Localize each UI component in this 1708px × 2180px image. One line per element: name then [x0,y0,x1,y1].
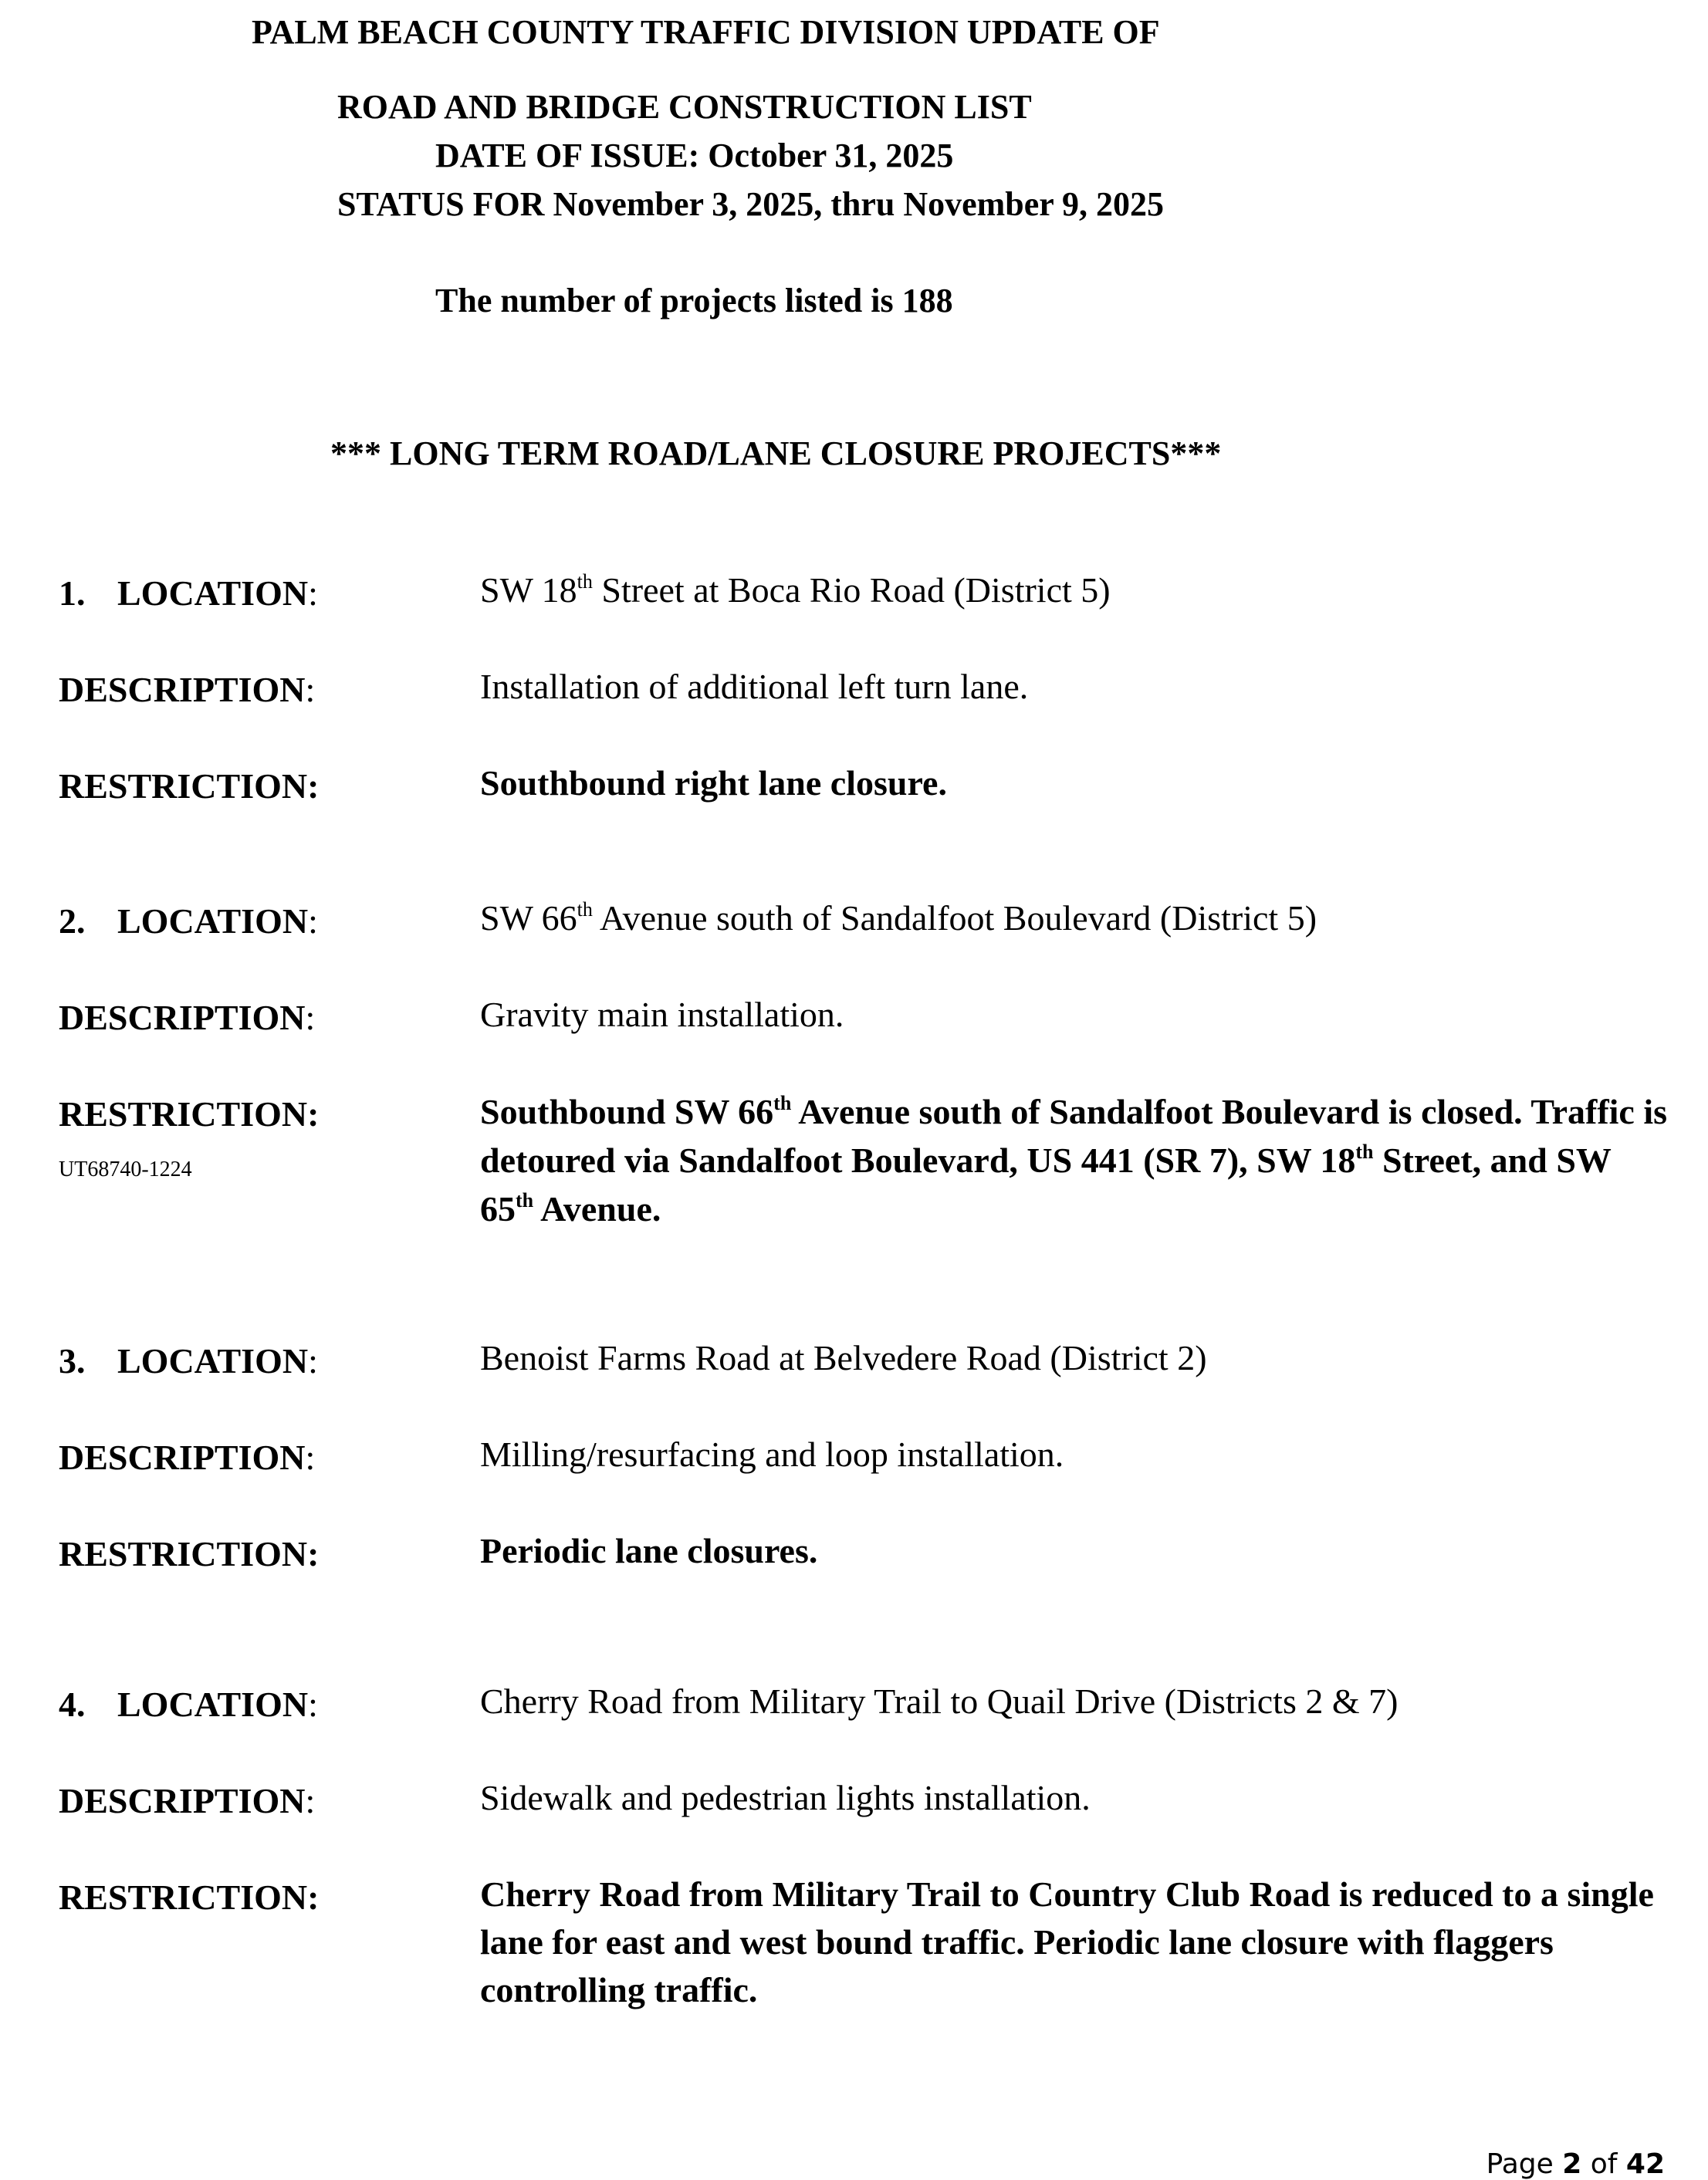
project-4-description: Sidewalk and pedestrian lights installation. [480,1778,1091,1817]
section-title: *** LONG TERM ROAD/LANE CLOSURE PROJECTS*** [330,434,1222,472]
project-3-description-label: DESCRIPTION: [59,1438,316,1477]
header-title-line2: ROAD AND BRIDGE CONSTRUCTION LIST [337,88,1032,126]
project-1-restriction: Southbound right lane closure. [480,763,947,803]
project-4-description-label: DESCRIPTION: [59,1781,316,1820]
project-count: The number of projects listed is 188 [435,282,953,319]
permit-code: UT68740-1224 [59,1158,192,1181]
project-4-restriction-label: RESTRICTION: [59,1878,320,1917]
header-title-line1: PALM BEACH COUNTY TRAFFIC DIVISION UPDATE OF [252,13,1160,51]
project-1-restriction-label: RESTRICTION: [59,766,320,806]
project-2-location: SW 66th Avenue south of Sandalfoot Boulevard (District 5) [480,898,1317,938]
project-2-description-label: DESCRIPTION: [59,998,316,1037]
date-of-issue: DATE OF ISSUE: October 31, 2025 [435,137,954,174]
project-3-restriction-label: RESTRICTION: [59,1534,320,1573]
page-number: Page 2 of 42 [1486,2148,1665,2180]
project-2-restriction-label: RESTRICTION: [59,1094,320,1134]
project-2-location-label: 2. LOCATION: [59,901,318,941]
project-1-description-label: DESCRIPTION: [59,670,316,709]
project-1-description: Installation of additional left turn lane. [480,667,1029,706]
project-2-restriction: Southbound SW 66th Avenue south of Sandalfoot Boulevard is closed. Traffic is detoured via Sandalfoot Boulevard, US 441 (SR 7), SW 18th Street, and SW 65th Avenue. [480,1092,1668,1229]
project-4-location: Cherry Road from Military Trail to Quail Drive (Districts 2 & 7) [480,1681,1399,1721]
project-3-description: Milling/resurfacing and loop installation. [480,1435,1064,1474]
project-1-location: SW 18th Street at Boca Rio Road (District 5) [480,570,1111,610]
project-1-location-label: 1. LOCATION: [59,573,318,613]
project-3-location: Benoist Farms Road at Belvedere Road (District 2) [480,1338,1207,1377]
project-3-location-label: 3. LOCATION: [59,1341,318,1381]
project-4-location-label: 4. LOCATION: [59,1685,318,1724]
project-3-restriction: Periodic lane closures. [480,1531,818,1570]
project-4-restriction: Cherry Road from Military Trail to Country Club Road is reduced to a single lane for east and west bound traffic. Periodic lane closure with flaggers controlling traffic. [480,1874,1654,2009]
status-period: STATUS FOR November 3, 2025, thru November 9, 2025 [337,185,1165,223]
project-2-description: Gravity main installation. [480,995,844,1034]
